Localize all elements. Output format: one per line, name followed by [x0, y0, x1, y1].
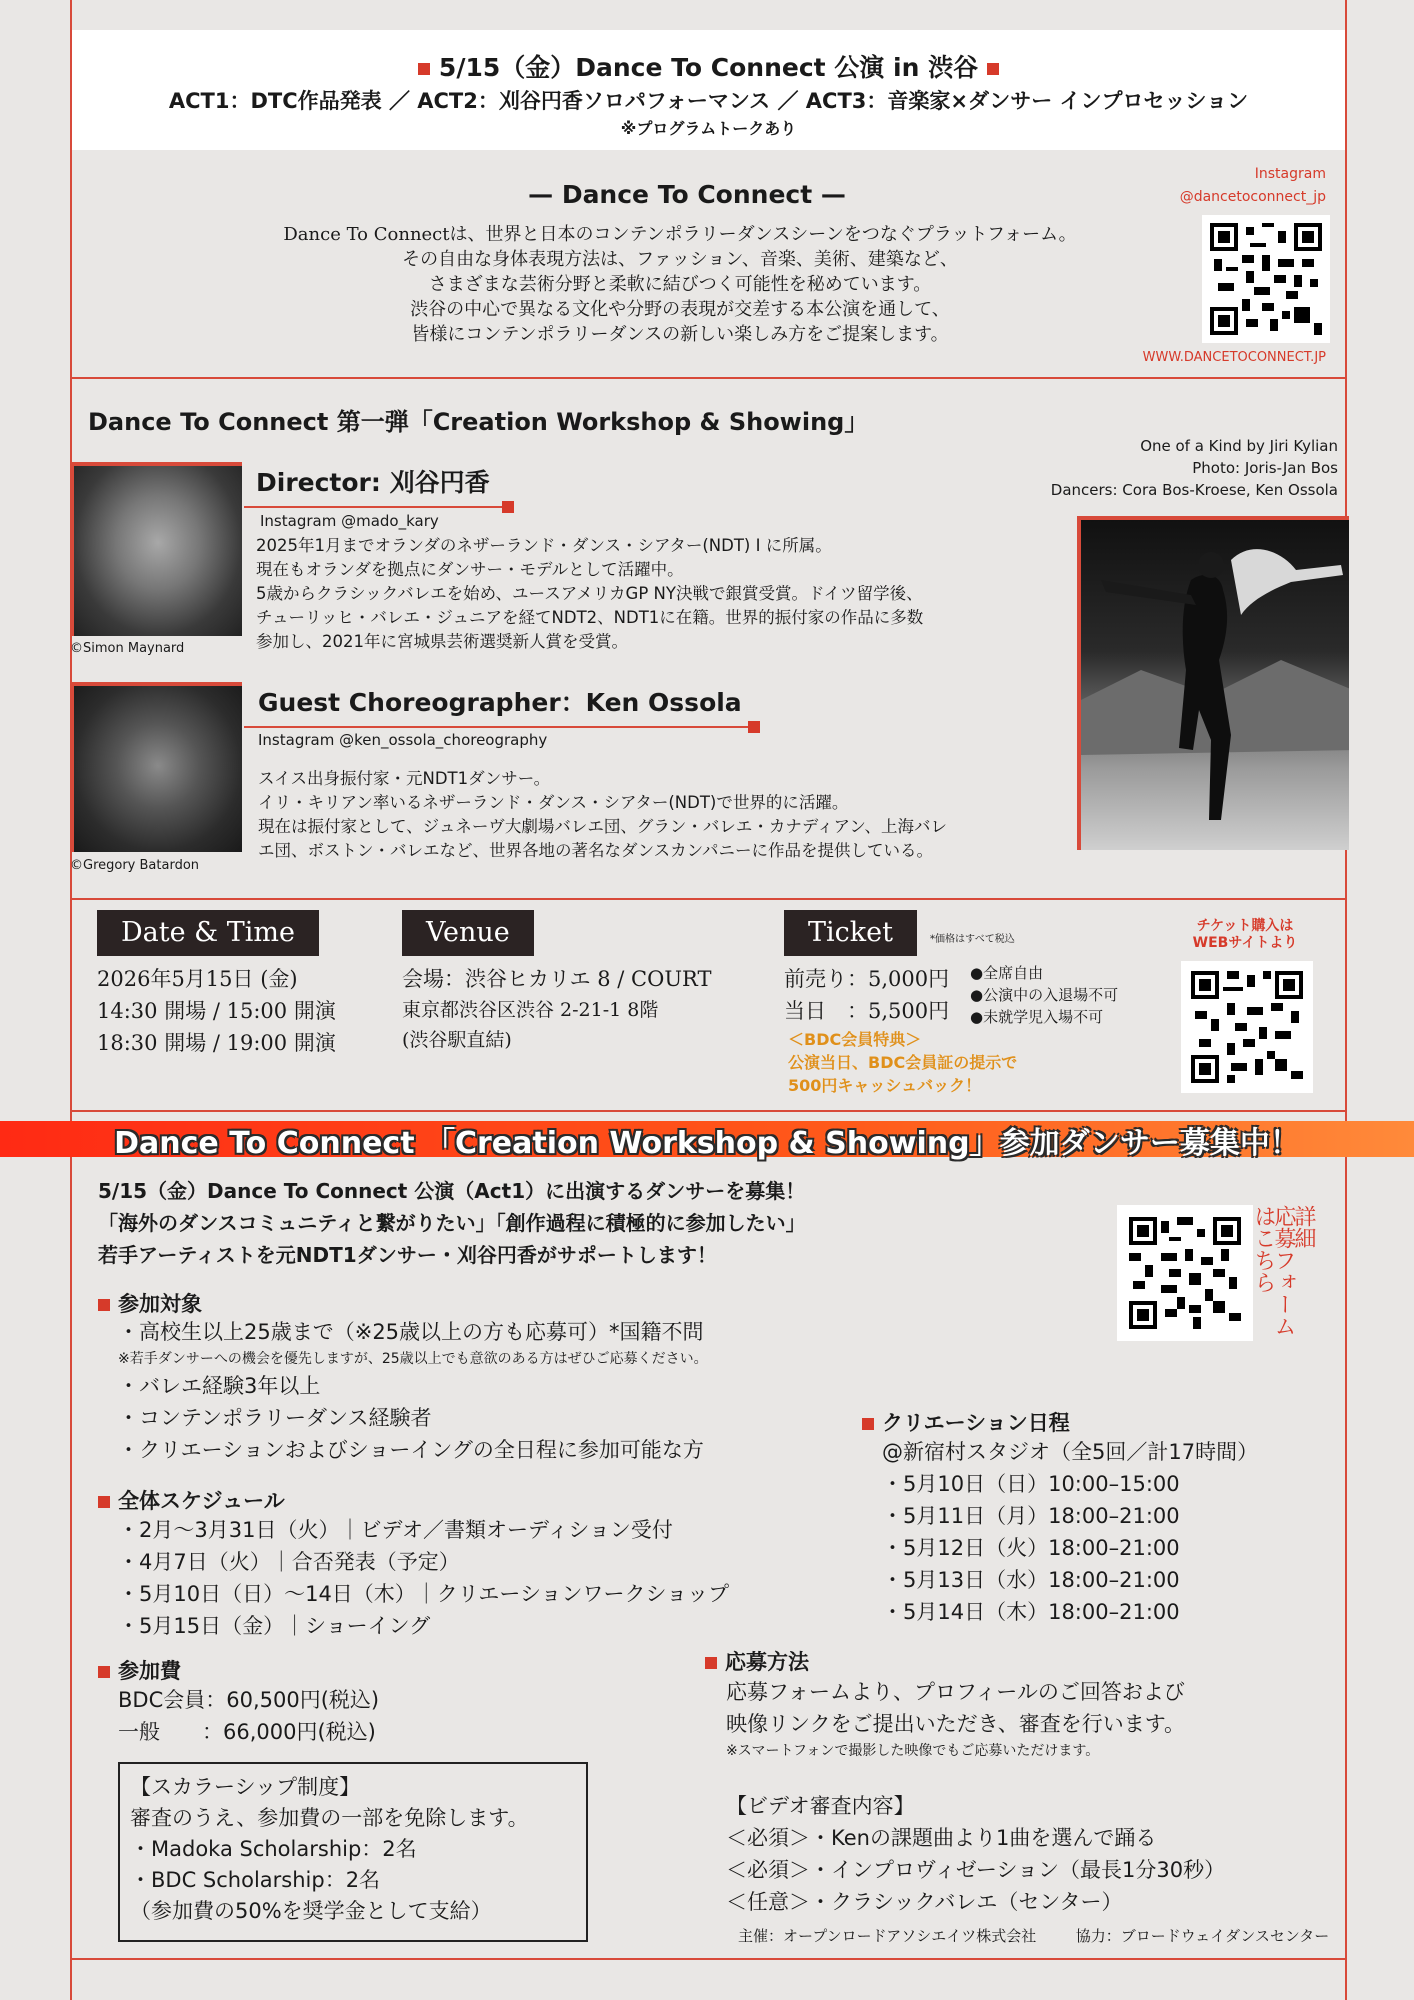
divider	[70, 898, 1347, 900]
divider	[70, 1958, 1347, 1960]
ticket-tax-note: *価格はすべて税込	[930, 934, 1015, 945]
director-bio: 2025年1月までオランダのネザーランド・ダンス・シアター(NDT) I に所属。 現在もオランダを拠点にダンサー・モデルとして活躍中。 5歳からクラシックバレエを始め、ユースアメリカGP NY決戦で銀賞受賞。ドイツ留学後、 チューリッヒ・バレエ・ジュニアを経てNDT2、NDT1に在籍。世界的振付家の作品に多数 参加し、2021年に宮城県芸術選奨新人賞を受賞。	[256, 536, 924, 651]
director-photo	[70, 462, 242, 636]
ticket-prices: 前売り：5,000円 当日 ：5,500円	[784, 967, 950, 1023]
bdc-member-perk: ＜BDC会員特典＞ 公演当日、BDC会員証の提示で 500円キャッシュバック！	[788, 1030, 1018, 1095]
bullet-square-icon	[862, 1418, 874, 1430]
bullet-square-icon	[98, 1666, 110, 1678]
date-time-details: 2026年5月15日 (金) 14:30 開場 / 15:00 開演 18:30 開場 / 19:00 開演	[97, 967, 336, 1055]
bullet-square-icon	[98, 1299, 110, 1311]
event-title: 5/15（金）Dance To Connect 公演 in 渋谷	[72, 48, 1345, 84]
eligibility-heading: 参加対象	[98, 1288, 202, 1318]
bullet-square-icon	[705, 1657, 717, 1669]
choreographer-name: Guest Choreographer：Ken Ossola	[258, 688, 742, 717]
choreographer-bio: スイス出身振付家・元NDT1ダンサー。 イリ・キリアン率いるネザーランド・ダンス・シアター(NDT)で世界的に活躍。 現在は振付家として、ジュネーヴ大劇場バレエ団、グラン・バレエ・カナディアン、上海バレ エ団、ボストン・バレエなど、世界各地の著名なダンスカンパニーに作品を提供している。	[258, 769, 948, 860]
video-review-list: 【ビデオ審査内容】 ＜必須＞・Kenの課題曲より1曲を選んで踊る ＜必須＞・インプロヴィゼーション（最長1分30秒） ＜任意＞・クラシックバレエ（センター）	[726, 1794, 1226, 1914]
application-details: 応募フォームより、プロフィールのご回答および 映像リンクをご提出いただき、審査を行います。 ※スマートフォンで撮影した映像でもご応募いただけます。	[726, 1680, 1186, 1759]
dtc-heading: — Dance To Connect —	[528, 180, 846, 209]
fee-list: BDC会員：60,500円(税込) 一般 ：66,000円(税込)	[118, 1688, 380, 1744]
venue-details: 会場：渋谷ヒカリエ 8 / COURT 東京都渋谷区渋谷 2-21-1 8階 (渋谷駅直結)	[402, 967, 712, 1051]
director-instagram[interactable]: Instagram @mado_kary	[260, 512, 439, 530]
scholarship-box: 【スカラーシップ制度】 審査のうえ、参加費の一部を免除します。 ・Madoka Scholarship：2名 ・BDC Scholarship：2名 （参加費の50%を奨学金として支給）	[118, 1762, 588, 1942]
instagram-label: Instagram	[1254, 166, 1326, 182]
instagram-handle[interactable]: @dancetoconnect_jp	[1179, 189, 1326, 205]
program-note: ※プログラムトークあり	[620, 119, 797, 138]
creation-schedule-heading: クリエーション日程	[862, 1407, 1070, 1437]
creation-schedule-list: @新宿村スタジオ（全5回／計17時間） ・5月10日（日）10:00–15:00 ・5月11日（月）18:00–21:00 ・5月12日（火）18:00–21:00 ・5月13日（水）18:00–21:00 ・5月14日（木）18:00–21:00	[882, 1440, 1259, 1624]
venue-label: Venue	[402, 910, 534, 956]
director-name: Director: 刈谷円香	[256, 468, 490, 497]
date-time-label: Date & Time	[97, 910, 319, 956]
ticket-rules: ●全席自由 ●公演中の入退場不可 ●未就学児入場不可	[970, 964, 1119, 1026]
schedule-list: ・2月～3月31日（火）｜ビデオ／書類オーディション受付 ・4月7日（火）｜合否発表（予定） ・5月10日（日）～14日（木）｜クリエーションワークショップ ・5月15日（金）｜ショーイング	[118, 1518, 730, 1638]
application-heading: 応募方法	[705, 1646, 809, 1676]
divider	[70, 377, 1347, 379]
bullet-square-icon	[418, 63, 430, 75]
intro-text: Dance To Connectは、世界と日本のコンテンポラリーダンスシーンをつなぐプラットフォーム。 その自由な身体表現方法は、ファッション、音楽、美術、建築など、 さまざまな芸術分野と柔軟に結びつく可能性を秘めています。 渋谷の中心で異なる文化や分野の表現が交差する本公演を通して、 皆様にコンテンポラリーダンスの新しい楽しみ方をご提案します。	[283, 224, 1077, 345]
dance-performance-photo	[1077, 516, 1349, 850]
website-link[interactable]: WWW.DANCETOCONNECT.JP	[1142, 350, 1326, 365]
eligibility-list: ・高校生以上25歳まで（※25歳以上の方も応募可）*国籍不問 ※若手ダンサーへの機会を優先しますが、25歳以上でも意欲のある方はぜひご応募ください。 ・バレエ経験3年以上 ・コンテンポラリーダンス経験者 ・クリエーションおよびショーイングの全日程に参加可能な方	[118, 1320, 708, 1462]
qr-code-icon[interactable]	[1202, 215, 1330, 343]
qr-pattern	[1210, 223, 1322, 335]
ticket-purchase-note: チケット購入は WEBサイトより	[1192, 918, 1298, 951]
ticket-qr-code-icon[interactable]	[1181, 961, 1313, 1093]
choreographer-photo-credit: ©Gregory Batardon	[70, 858, 200, 873]
choreographer-instagram[interactable]: Instagram @ken_ossola_choreography	[258, 731, 548, 749]
divider	[70, 1110, 1347, 1112]
application-qr-code-icon[interactable]	[1117, 1205, 1253, 1341]
event-header	[72, 30, 1345, 150]
dancers-silhouette-icon	[1081, 520, 1349, 850]
recruitment-banner-text: Dance To Connect 「Creation Workshop & Showing」参加ダンサー募集中！	[114, 1126, 1300, 1161]
dance-photo-caption: One of a Kind by Jiri Kylian Photo: Joris-Jan Bos Dancers: Cora Bos-Kroese, Ken Ossola	[1050, 437, 1338, 499]
footer-credits	[738, 1925, 1329, 1946]
director-photo-credit: ©Simon Maynard	[70, 641, 185, 656]
cooperation: 協力：ブロードウェイダンスセンター	[1075, 1927, 1330, 1945]
choreographer-underline	[244, 726, 754, 728]
qr-pattern	[1191, 971, 1303, 1083]
recruitment-intro: 5/15（金）Dance To Connect 公演（Act1）に出演するダンサーを募集！ 「海外のダンスコミュニティと繋がりたい」「創作過程に積極的に参加したい」 若手アーティストを元NDT1ダンサー・刈谷円香がサポートします！	[98, 1179, 806, 1267]
ticket-label: Ticket	[784, 910, 917, 956]
bullet-square-icon	[987, 63, 999, 75]
schedule-heading: 全体スケジュール	[98, 1485, 285, 1515]
event-acts: ACT1：DTC作品発表 ／ ACT2：刈谷円香ソロパフォーマンス ／ ACT3：音楽家×ダンサー インプロセッション	[168, 89, 1249, 113]
bullet-square-icon	[98, 1496, 110, 1508]
qr-pattern	[1129, 1217, 1241, 1329]
workshop-title: Dance To Connect 第一弾「Creation Workshop & Showing」	[88, 408, 869, 436]
fee-heading: 参加費	[98, 1655, 181, 1685]
director-underline	[244, 506, 508, 508]
application-form-link[interactable]: 詳細 応募フォーム はこちら	[1251, 1205, 1316, 1337]
organizer: 主催：オープンロードアソシエイツ株式会社	[738, 1927, 1037, 1945]
choreographer-photo	[70, 682, 242, 852]
